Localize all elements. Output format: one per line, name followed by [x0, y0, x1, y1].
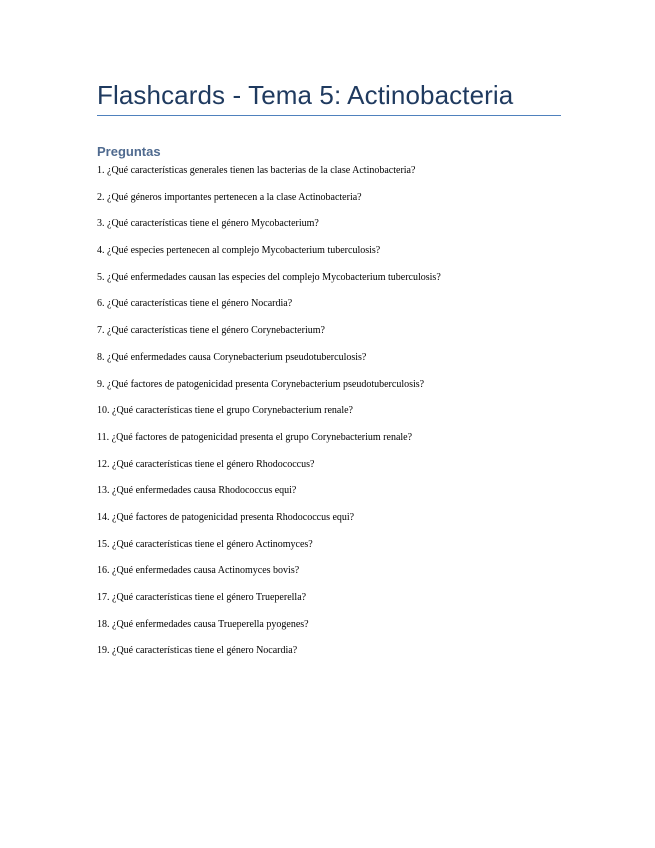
- question-item: 7. ¿Qué características tiene el género Corynebacterium?: [97, 325, 325, 337]
- question-item: 17. ¿Qué características tiene el género Trueperella?: [97, 592, 307, 603]
- question-item: 3. ¿Qué características tiene el género Mycobacterium?: [97, 218, 319, 230]
- question-item: 9. ¿Qué factores de patogenicidad presenta Corynebacterium pseudotuberculosis?: [97, 378, 425, 390]
- question-item: 18. ¿Qué enfermedades causa Trueperella pyogenes?: [97, 618, 309, 630]
- question-item: 10. ¿Qué características tiene el grupo Corynebacterium renale?: [97, 405, 353, 417]
- question-list: [97, 162, 441, 669]
- question-item: 16. ¿Qué enfermedades causa Actinomyces bovis?: [97, 565, 300, 577]
- section-heading: Preguntas: [97, 144, 161, 159]
- question-item: 19. ¿Qué características tiene el género Nocardia?: [97, 645, 298, 657]
- question-item: 5. ¿Qué enfermedades causan las especies del complejo Mycobacterium tuberculosis?: [97, 271, 441, 283]
- question-item: 13. ¿Qué enfermedades causa Rhodococcus equi?: [97, 485, 297, 497]
- question-item: 6. ¿Qué características tiene el género Nocardia?: [97, 298, 293, 310]
- question-item: 14. ¿Qué factores de patogenicidad presenta Rhodococcus equi?: [97, 511, 355, 523]
- question-item: 11. ¿Qué factores de patogenicidad presenta el grupo Corynebacterium renale?: [97, 431, 413, 443]
- question-item: 12. ¿Qué características tiene el género Rhodococcus?: [97, 458, 315, 470]
- question-item: 4. ¿Qué especies pertenecen al complejo Mycobacterium tuberculosis?: [97, 245, 381, 257]
- question-item: 15. ¿Qué características tiene el género Actinomyces?: [97, 538, 313, 550]
- document-title: Flashcards - Tema 5: Actinobacteria: [97, 80, 514, 110]
- title-underline: [97, 115, 561, 116]
- question-item: 2. ¿Qué géneros importantes pertenecen a la clase Actinobacteria?: [97, 191, 362, 203]
- question-item: 8. ¿Qué enfermedades causa Corynebacterium pseudotuberculosis?: [97, 351, 367, 363]
- question-item: 1. ¿Qué características generales tienen las bacterias de la clase Actinobacteria?: [97, 165, 416, 176]
